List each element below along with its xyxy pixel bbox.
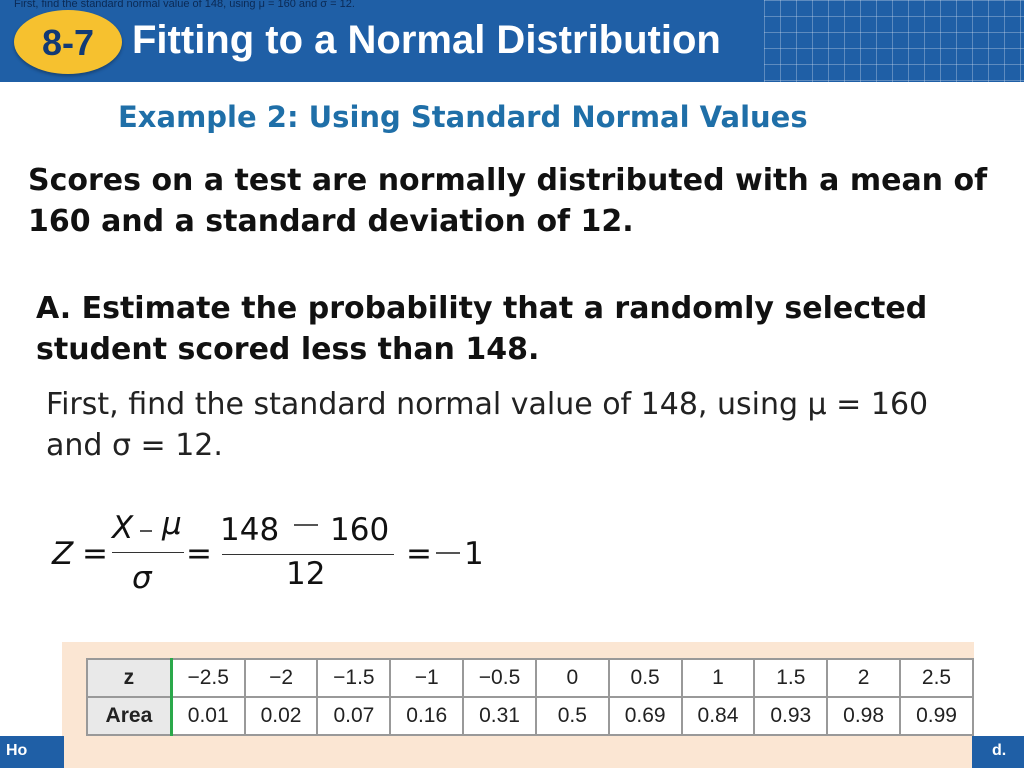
area-cell: 0.01 [171, 697, 244, 735]
formula-z: Z [52, 536, 74, 572]
z-cell: 2.5 [900, 659, 973, 697]
area-cell: 0.84 [682, 697, 755, 735]
formula-minus-3 [436, 552, 460, 554]
z-cell: 2 [827, 659, 900, 697]
example-heading: Example 2: Using Standard Normal Values [118, 100, 808, 134]
formula-x: X [112, 510, 134, 546]
z-cell: −2 [245, 659, 318, 697]
area-cell: 0.31 [463, 697, 536, 735]
z-cell: −0.5 [463, 659, 536, 697]
top-caption: First, find the standard normal value of 148, using μ = 160 and σ = 12. [14, 0, 355, 10]
formula-minus-1 [140, 530, 152, 532]
z-cell: −2.5 [171, 659, 244, 697]
formula-minus-2 [294, 524, 318, 526]
part-a-question: A. Estimate the probability that a randomly selected student scored less than 148. [36, 291, 928, 367]
area-row-header: Area [87, 697, 171, 735]
z-cell: −1.5 [317, 659, 390, 697]
table-row-z [87, 659, 973, 697]
formula-num-148: 148 [220, 512, 280, 548]
area-cell: 0.69 [609, 697, 682, 735]
area-cell: 0.02 [245, 697, 318, 735]
area-cell: 0.16 [390, 697, 463, 735]
banner-grid-pattern [764, 0, 1024, 82]
page-title: Fitting to a Normal Distribution [132, 18, 721, 62]
z-cell: 1.5 [754, 659, 827, 697]
fraction-bar-1 [112, 552, 184, 553]
formula-equals-2: = [186, 536, 212, 572]
z-cell: −1 [390, 659, 463, 697]
area-cell: 0.5 [536, 697, 609, 735]
standard-normal-table-panel [62, 642, 974, 768]
formula-sigma: σ [132, 560, 152, 596]
footer-left-bar [0, 736, 64, 768]
lesson-number: 8-7 [41, 22, 95, 63]
problem-statement: Scores on a test are normally distributed with a mean of 160 and a standard deviation of 12. [28, 163, 988, 239]
fraction-bar-2 [222, 554, 394, 555]
z-cell: 0 [536, 659, 609, 697]
z-cell: 0.5 [609, 659, 682, 697]
formula-mu: μ [162, 506, 182, 542]
area-cell: 0.93 [754, 697, 827, 735]
header-banner [0, 0, 1024, 82]
table-row-area [87, 697, 973, 735]
footer-right-text: d. [992, 742, 1007, 759]
formula-result: 1 [464, 536, 484, 572]
area-cell: 0.07 [317, 697, 390, 735]
lesson-badge [14, 10, 122, 74]
footer-right-bar [972, 736, 1024, 768]
area-cell: 0.99 [900, 697, 973, 735]
formula-den-12: 12 [286, 556, 326, 592]
step-text: First, find the standard normal value of 148, using μ = 160 and σ = 12. [46, 387, 929, 463]
formula-num-160: 160 [330, 512, 390, 548]
formula-equals-1: = [82, 536, 108, 572]
z-row-header: z [87, 659, 171, 697]
formula-equals-3: = [406, 536, 432, 572]
area-cell: 0.98 [827, 697, 900, 735]
z-cell: 1 [682, 659, 755, 697]
footer-left-text: Ho [6, 742, 28, 759]
standard-normal-table [86, 658, 974, 736]
